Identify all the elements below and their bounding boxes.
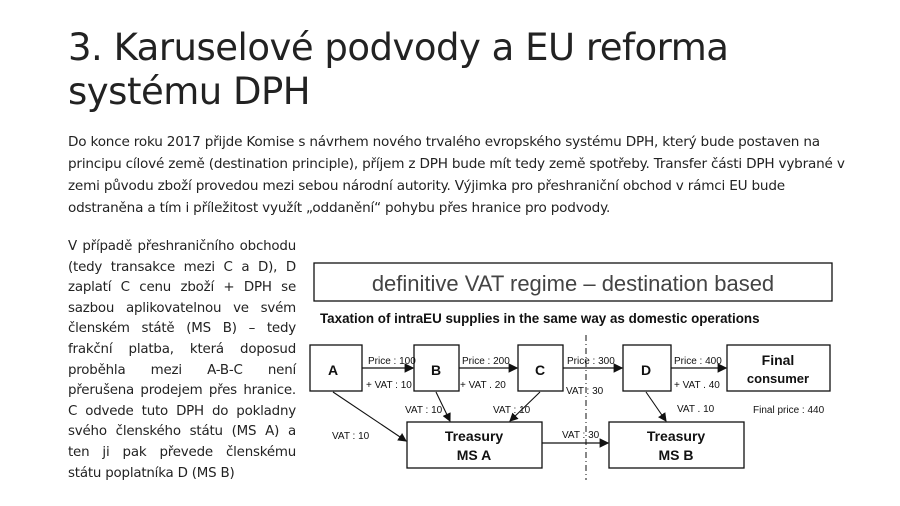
diagram-subtitle: Taxation of intraEU supplies in the same way as domestic operations [320,311,760,326]
arrow-d-treasury [646,392,666,421]
side-paragraph: V případě přeshraničního obchodu (tedy transakce mezi C a D), D zaplatí C cenu zboží + DPH se sazbou aplikovatelnou ve svém členském státě (MS B) – tedy frakční platba, která doposud proběhla mezi A-B-C není přerušena prodejem přes hranice. C odvede tuto DPH do pokladny svého členského státu (MS A) a ten ji pak převede členskému státu poplatníka D (MS B) [68,239,296,481]
df-price: Price : 400 [674,356,722,367]
cd-vat: VAT : 30 [566,386,604,397]
ab-price: Price : 100 [368,356,416,367]
node-a-label: A [327,362,339,378]
c-treasury-vat: VAT : 10 [493,405,531,416]
df-vat: + VAT . 40 [674,380,720,391]
node-d-label: D [640,362,652,378]
a-treasury-vat: VAT : 10 [332,431,370,442]
ab-vat: + VAT : 10 [366,380,412,391]
d-treasury-vat: VAT . 10 [677,404,715,415]
b-treasury-vat: VAT : 10 [405,405,443,416]
treasury-b-line2: MS B [658,447,694,463]
vat-diagram [300,255,860,485]
node-b-label: B [430,362,442,378]
treasury-b-line1: Treasury [646,428,706,444]
cd-price: Price : 300 [567,356,615,367]
bc-vat: + VAT . 20 [460,380,506,391]
treasury-transfer-vat: VAT : 30 [562,430,600,441]
slide-title: 3. Karuselové podvody a EU reforma systému DPH [68,26,729,113]
intro-paragraph: Do konce roku 2017 přijde Komise s návrhem nového trvalého evropského systému DPH, který bude postaven na principu cílové země (destination principle), příjem z DPH bude mít tedy země spotřeby. Transfer části DPH vybrané v zemi původu zboží provedou mezi sebou národní autority. Výjimka pro přeshraniční obchod v rámci EU bude odstraněna a tím i příležitost využít „oddanění“ pohybu přes hranice pro podvody. [68,134,845,216]
treasury-a-line2: MS A [456,447,492,463]
final-consumer-line1: Final [761,352,795,368]
final-price: Final price : 440 [753,405,825,416]
treasury-a-line1: Treasury [444,428,504,444]
bc-price: Price : 200 [462,356,510,367]
node-c-label: C [534,362,546,378]
banner-text: definitive VAT regime – destination based [371,271,775,296]
final-consumer-line2: consumer [746,371,810,386]
